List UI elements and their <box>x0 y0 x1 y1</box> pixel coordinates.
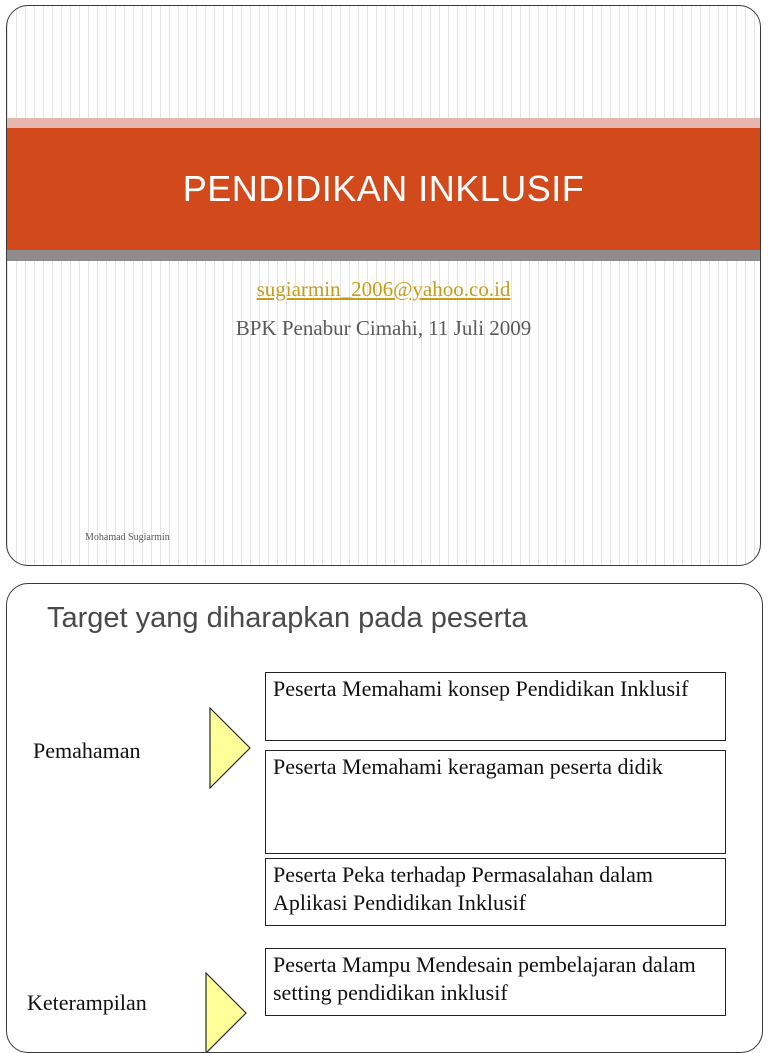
target-slide-title: Target yang diharapkan pada peserta <box>47 602 528 634</box>
title-band-top <box>7 118 760 128</box>
category-label-pemahaman: Pemahaman <box>33 738 141 763</box>
title-band-bottom <box>7 250 760 261</box>
title-slide <box>6 5 761 566</box>
title-bar <box>7 128 760 250</box>
target-slide <box>6 583 763 1053</box>
slide-title: PENDIDIKAN INKLUSIF <box>182 168 585 209</box>
target-box: Peserta Mampu Mendesain pembelajaran dalam setting pendidikan inklusif <box>265 948 726 1016</box>
target-box: Peserta Memahami konsep Pendidikan Inklusif <box>265 672 726 741</box>
slide-subtitle: BPK Penabur Cimahi, 11 Juli 2009 <box>235 316 532 340</box>
email-link[interactable]: sugiarmin_2006@yahoo.co.id <box>256 277 511 301</box>
target-box: Peserta Peka terhadap Permasalahan dalam Aplikasi Pendidikan Inklusif <box>265 858 726 926</box>
footer-author: Mohamad Sugiarmin <box>85 532 170 543</box>
category-label-keterampilan: Keterampilan <box>27 990 147 1015</box>
target-box: Peserta Memahami keragaman peserta didik <box>265 750 726 854</box>
chevron-right-icon <box>205 972 247 1053</box>
chevron-right-icon <box>209 707 251 789</box>
